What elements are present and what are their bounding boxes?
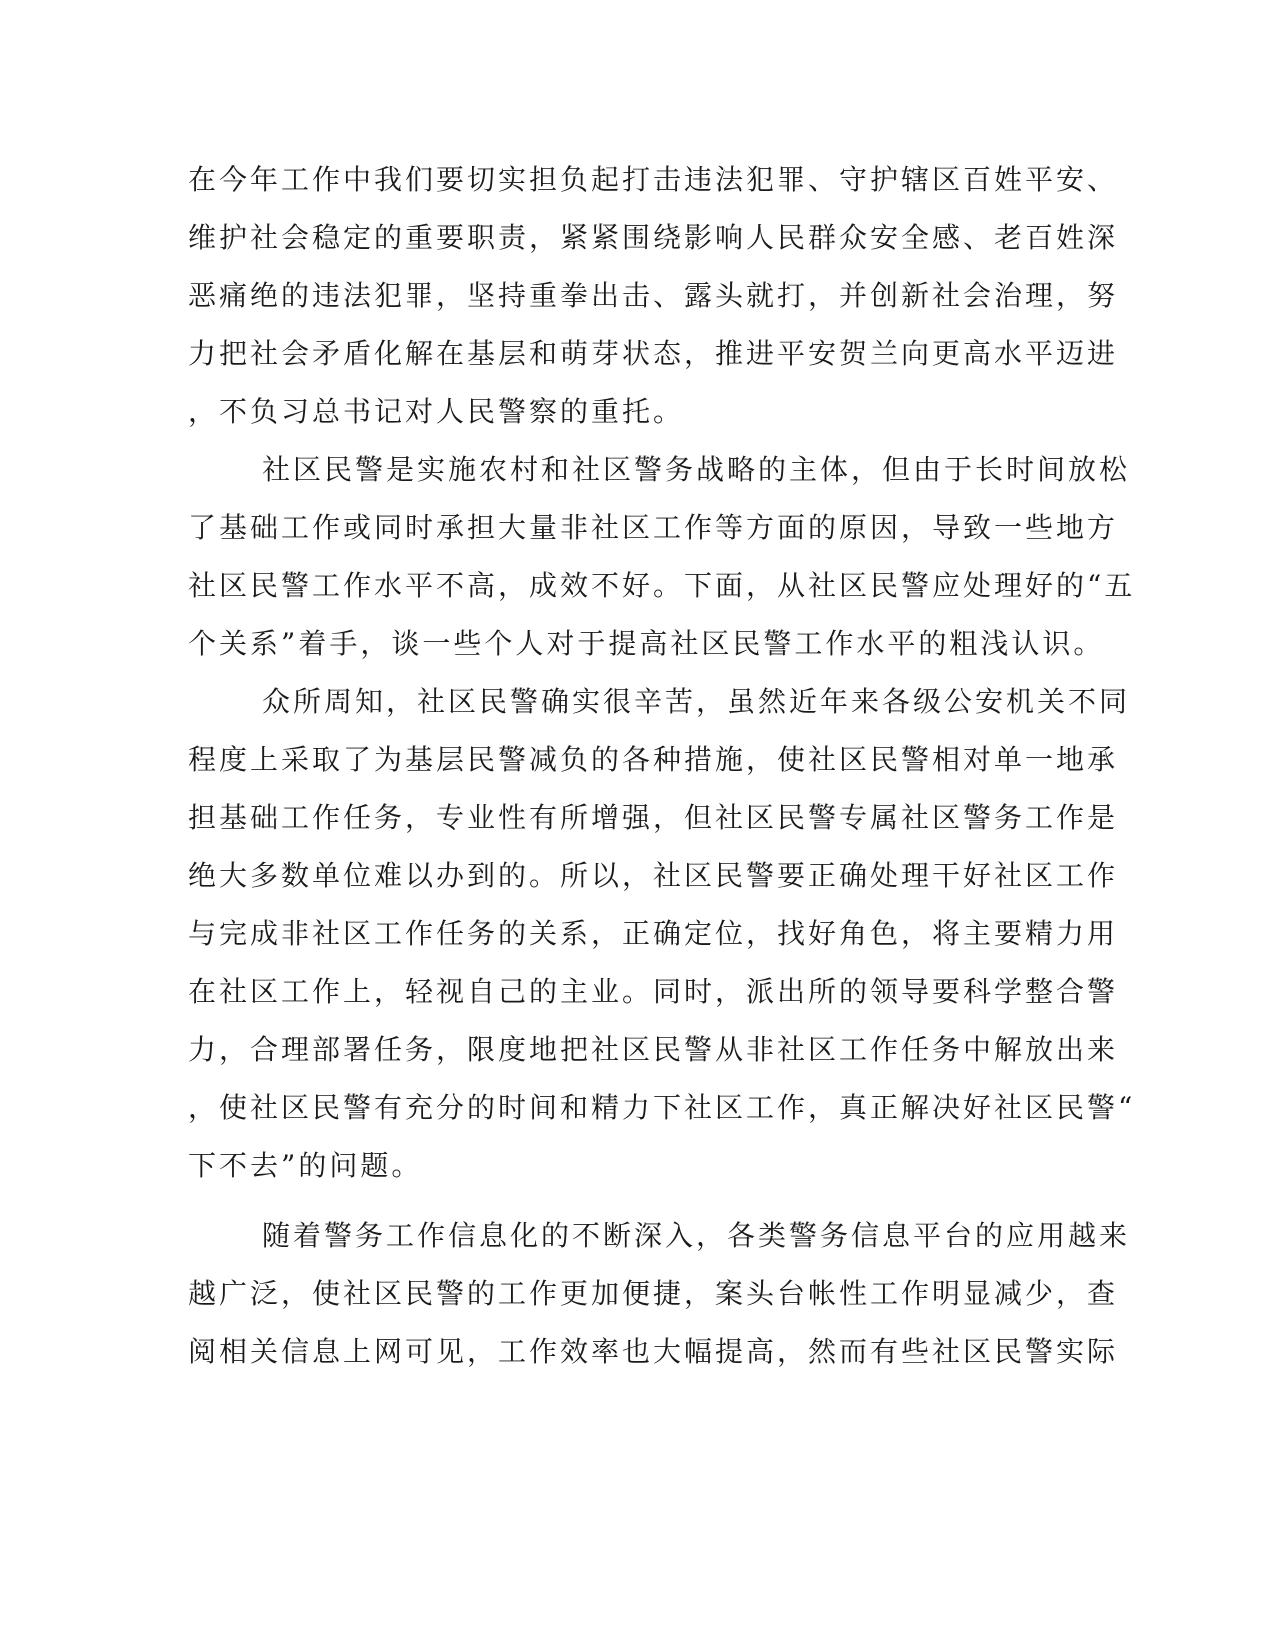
text-line-11: 程度上采取了为基层民警减负的各种措施，使社区民警相对单一地承 — [188, 743, 1119, 776]
text-line-2: 维护社会稳定的重要职责，紧紧围绕影响人民群众安全感、老百姓深 — [188, 221, 1119, 254]
text-line-7: 了基础工作或同时承担大量非社区工作等方面的原因，导致一些地方 — [188, 511, 1119, 544]
text-line-6: 社区民警是实施农村和社区警务战略的主体，但由于长时间放松 — [262, 453, 1131, 486]
text-line-19: 随着警务工作信息化的不断深入，各类警务信息平台的应用越来 — [262, 1219, 1131, 1252]
text-line-16: 力，合理部署任务，限度地把社区民警从非社区工作任务中解放出来 — [188, 1033, 1119, 1066]
text-line-15: 在社区工作上，轻视自己的主业。同时，派出所的领导要科学整合警 — [188, 975, 1119, 1008]
text-line-13: 绝大多数单位难以办到的。所以，社区民警要正确处理干好社区工作 — [188, 859, 1119, 892]
text-line-20: 越广泛，使社区民警的工作更加便捷，案头台帐性工作明显减少，查 — [188, 1277, 1119, 1310]
text-line-5: ，不负习总书记对人民警察的重托。 — [188, 395, 685, 428]
text-line-14: 与完成非社区工作任务的关系，正确定位，找好角色，将主要精力用 — [188, 917, 1119, 950]
text-line-10: 众所周知，社区民警确实很辛苦，虽然近年来各级公安机关不同 — [262, 685, 1131, 718]
text-line-9: 个关系”着手，谈一些个人对于提高社区民警工作水平的粗浅认识。 — [188, 627, 1105, 660]
text-line-18: 下不去”的问题。 — [188, 1149, 423, 1182]
text-line-12: 担基础工作任务，专业性有所增强，但社区民警专属社区警务工作是 — [188, 801, 1119, 834]
text-line-1: 在今年工作中我们要切实担负起打击违法犯罪、守护辖区百姓平安、 — [188, 163, 1119, 196]
text-line-3: 恶痛绝的违法犯罪，坚持重拳出击、露头就打，并创新社会治理，努 — [188, 279, 1119, 312]
text-line-8: 社区民警工作水平不高，成效不好。下面，从社区民警应处理好的“五 — [188, 569, 1136, 602]
text-line-4: 力把社会矛盾化解在基层和萌芽状态，推进平安贺兰向更高水平迈进 — [188, 337, 1119, 370]
text-line-21: 阅相关信息上网可见，工作效率也大幅提高，然而有些社区民警实际 — [188, 1335, 1119, 1368]
text-line-17: ，使社区民警有充分的时间和精力下社区工作，真正解决好社区民警“ — [188, 1091, 1136, 1124]
